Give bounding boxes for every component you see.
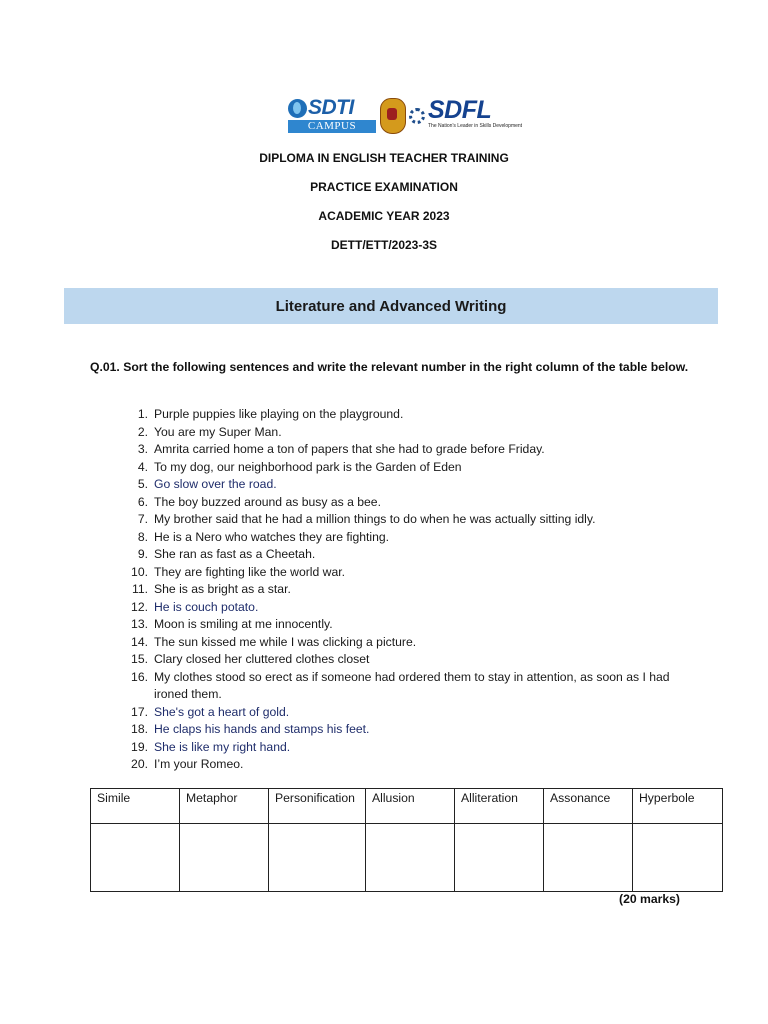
sdti-campus-logo <box>288 97 376 135</box>
exam-code: DETT/ETT/2023-3S <box>330 238 438 252</box>
item-number: 1. <box>137 407 148 421</box>
answer-cell-allusion[interactable] <box>366 824 455 892</box>
item-number: 5. <box>137 477 148 491</box>
item-number: 10. <box>131 564 148 579</box>
column-header-assonance: Assonance <box>544 789 633 824</box>
item-number: 16. <box>131 669 148 684</box>
globe-icon <box>288 99 307 118</box>
list-item <box>128 739 688 757</box>
column-header-alliteration: Alliteration <box>455 789 544 824</box>
item-text: You are my Super Man. <box>154 424 282 439</box>
sentence-list <box>128 406 688 774</box>
list-item <box>128 756 688 774</box>
sdfl-logo <box>428 96 523 135</box>
item-text: They are fighting like the world war. <box>154 564 346 579</box>
list-item <box>128 651 688 669</box>
list-item <box>128 529 688 547</box>
item-text: She is as bright as a star. <box>154 582 291 596</box>
column-header-allusion: Allusion <box>366 789 455 824</box>
logo-row <box>288 96 523 135</box>
column-header-metaphor: Metaphor <box>180 789 269 824</box>
answer-cell-assonance[interactable] <box>544 824 633 892</box>
answer-cell-metaphor[interactable] <box>180 824 269 892</box>
programme-title: DIPLOMA IN ENGLISH TEACHER TRAINING <box>259 151 509 165</box>
question-text: Q.01. Sort the following sentences and write the relevant number in the right column of the table below. <box>90 360 689 374</box>
item-text: She is like my right hand. <box>154 739 291 754</box>
answer-cell-alliteration[interactable] <box>455 824 544 892</box>
column-header-personification: Personification <box>269 789 366 824</box>
item-text: The sun kissed me while I was clicking a picture. <box>154 634 417 649</box>
table-answer-row <box>91 824 723 892</box>
item-text: To my dog, our neighborhood park is the Garden of Eden <box>154 459 462 474</box>
list-item <box>128 406 688 424</box>
list-item <box>128 546 688 564</box>
list-item <box>128 564 688 582</box>
item-text: He claps his hands and stamps his feet. <box>154 722 370 736</box>
item-text: Amrita carried home a ton of papers that she had to grade before Friday. <box>154 442 545 456</box>
item-text: My clothes stood so erect as if someone had ordered them to stay in attention, as soon as I had ironed them. <box>154 669 670 701</box>
sdti-logo-text: SDTI <box>308 96 354 119</box>
list-item <box>128 634 688 652</box>
list-item <box>128 476 688 494</box>
item-text: He is couch potato. <box>154 599 259 614</box>
gear-icon <box>409 108 425 124</box>
list-item <box>128 704 688 722</box>
item-number: 7. <box>137 512 148 526</box>
item-number: 6. <box>137 494 148 509</box>
list-item <box>128 581 688 599</box>
item-text: He is a Nero who watches they are fighting. <box>154 529 390 544</box>
list-item <box>128 424 688 442</box>
section-title-band <box>64 288 718 324</box>
item-number: 2. <box>137 424 148 439</box>
item-number: 13. <box>131 617 148 631</box>
list-item <box>128 616 688 634</box>
list-item <box>128 599 688 617</box>
sdfl-tagline: The Nation's Leader in Skills Development <box>428 123 523 129</box>
item-number: 15. <box>131 652 148 666</box>
item-text: I’m your Romeo. <box>154 757 244 771</box>
answer-table <box>90 788 723 892</box>
exam-type: PRACTICE EXAMINATION <box>310 180 458 194</box>
list-item <box>128 669 688 704</box>
academic-year: ACADEMIC YEAR 2023 <box>318 209 450 223</box>
campus-logo-text: CAMPUS <box>288 120 376 133</box>
item-text: My brother said that he had a million things to do when he was actually sitting idly. <box>154 512 596 526</box>
item-text: She ran as fast as a Cheetah. <box>154 547 316 561</box>
item-number: 17. <box>131 704 148 719</box>
item-number: 9. <box>137 547 148 561</box>
marks-label: (20 marks) <box>619 892 680 906</box>
item-number: 3. <box>137 442 148 456</box>
list-item <box>128 511 688 529</box>
item-number: 14. <box>131 634 148 649</box>
list-item <box>128 441 688 459</box>
list-item <box>128 459 688 477</box>
item-text: Go slow over the road. <box>154 477 277 491</box>
item-text: The boy buzzed around as busy as a bee. <box>154 494 381 509</box>
item-text: Purple puppies like playing on the playground. <box>154 407 404 421</box>
item-number: 19. <box>131 739 148 754</box>
answer-cell-personification[interactable] <box>269 824 366 892</box>
item-number: 8. <box>137 529 148 544</box>
item-number: 20. <box>131 757 148 771</box>
item-text: Clary closed her cluttered clothes closet <box>154 652 370 666</box>
answer-cell-hyperbole[interactable] <box>633 824 723 892</box>
item-number: 4. <box>137 459 148 474</box>
item-number: 18. <box>131 722 148 736</box>
item-text: She's got a heart of gold. <box>154 704 290 719</box>
list-item <box>128 494 688 512</box>
column-header-hyperbole: Hyperbole <box>633 789 723 824</box>
column-header-simile: Simile <box>91 789 180 824</box>
list-item <box>128 721 688 739</box>
national-emblem-icon <box>380 98 406 134</box>
answer-cell-simile[interactable] <box>91 824 180 892</box>
item-text: Moon is smiling at me innocently. <box>154 617 333 631</box>
table-header-row <box>91 789 723 824</box>
item-number: 11. <box>131 582 148 596</box>
sdfl-logo-text: SDFL <box>428 96 492 124</box>
section-title: Literature and Advanced Writing <box>275 297 507 315</box>
item-number: 12. <box>131 599 148 614</box>
